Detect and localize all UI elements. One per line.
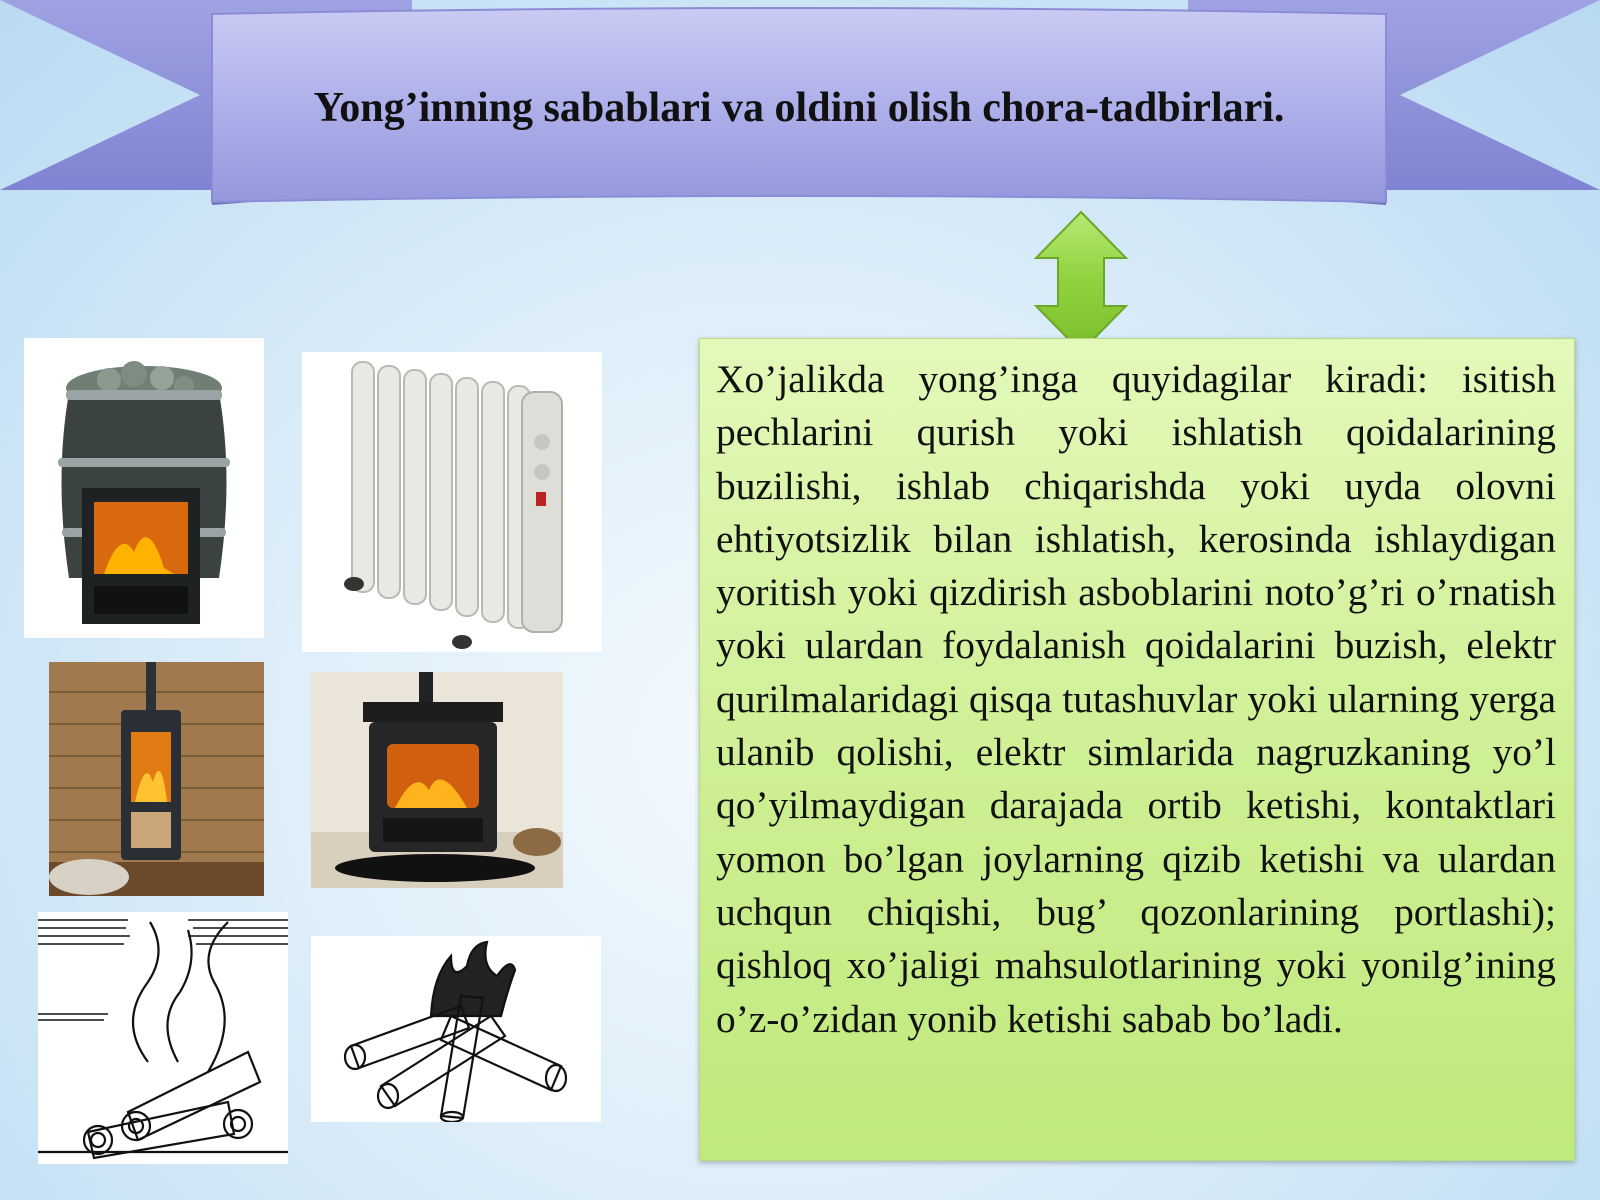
- causes-paragraph: Xo’jalikda yong’inga quyidagilar kiradi: isitish pechlarini qurish yoki ishlatish qoidalarining buzilishi, ishlab chiqarishda yoki uyda olovni ehtiyotsizlik bilan ishlatish, kerosinda ishlaydigan yoritish yoki qizdirish asboblarini noto’g’ri o’rnatish yoki ulardan foydalanish qoidalarini buzish, elektr qurilmalaridagi qisqa tutashuvlar yoki ularning yerga ulanib qolishi, elektr simlarida nagruzkaning yo’l qo’yilmaydigan darajada ortib ketishi, kontaktlari yomon bo’lgan joylarning qizib ketishi va ulardan uchqun chiqishi, bug’ qozonlarining portlashi); qishloq xo’jaligi mahsulotlarining yoki yonilg’ining o’z-o’zidan yonib ketishi sabab bo’ladi.: [716, 357, 1556, 1041]
- causes-text-box: [699, 338, 1575, 1161]
- cast-iron-stove-image: [311, 672, 563, 888]
- campfire-sketch-image: [38, 912, 288, 1164]
- bonfire-sketch-image: [311, 936, 601, 1122]
- slide-title: Yong’inning sabablari va oldini olish chora-tadbirlari.: [313, 85, 1285, 131]
- wood-stove-cabin-image: [49, 662, 264, 896]
- double-arrow-icon: [1036, 212, 1126, 352]
- oil-radiator-heater-image: [302, 352, 602, 652]
- barrel-sauna-stove-image: [24, 338, 264, 638]
